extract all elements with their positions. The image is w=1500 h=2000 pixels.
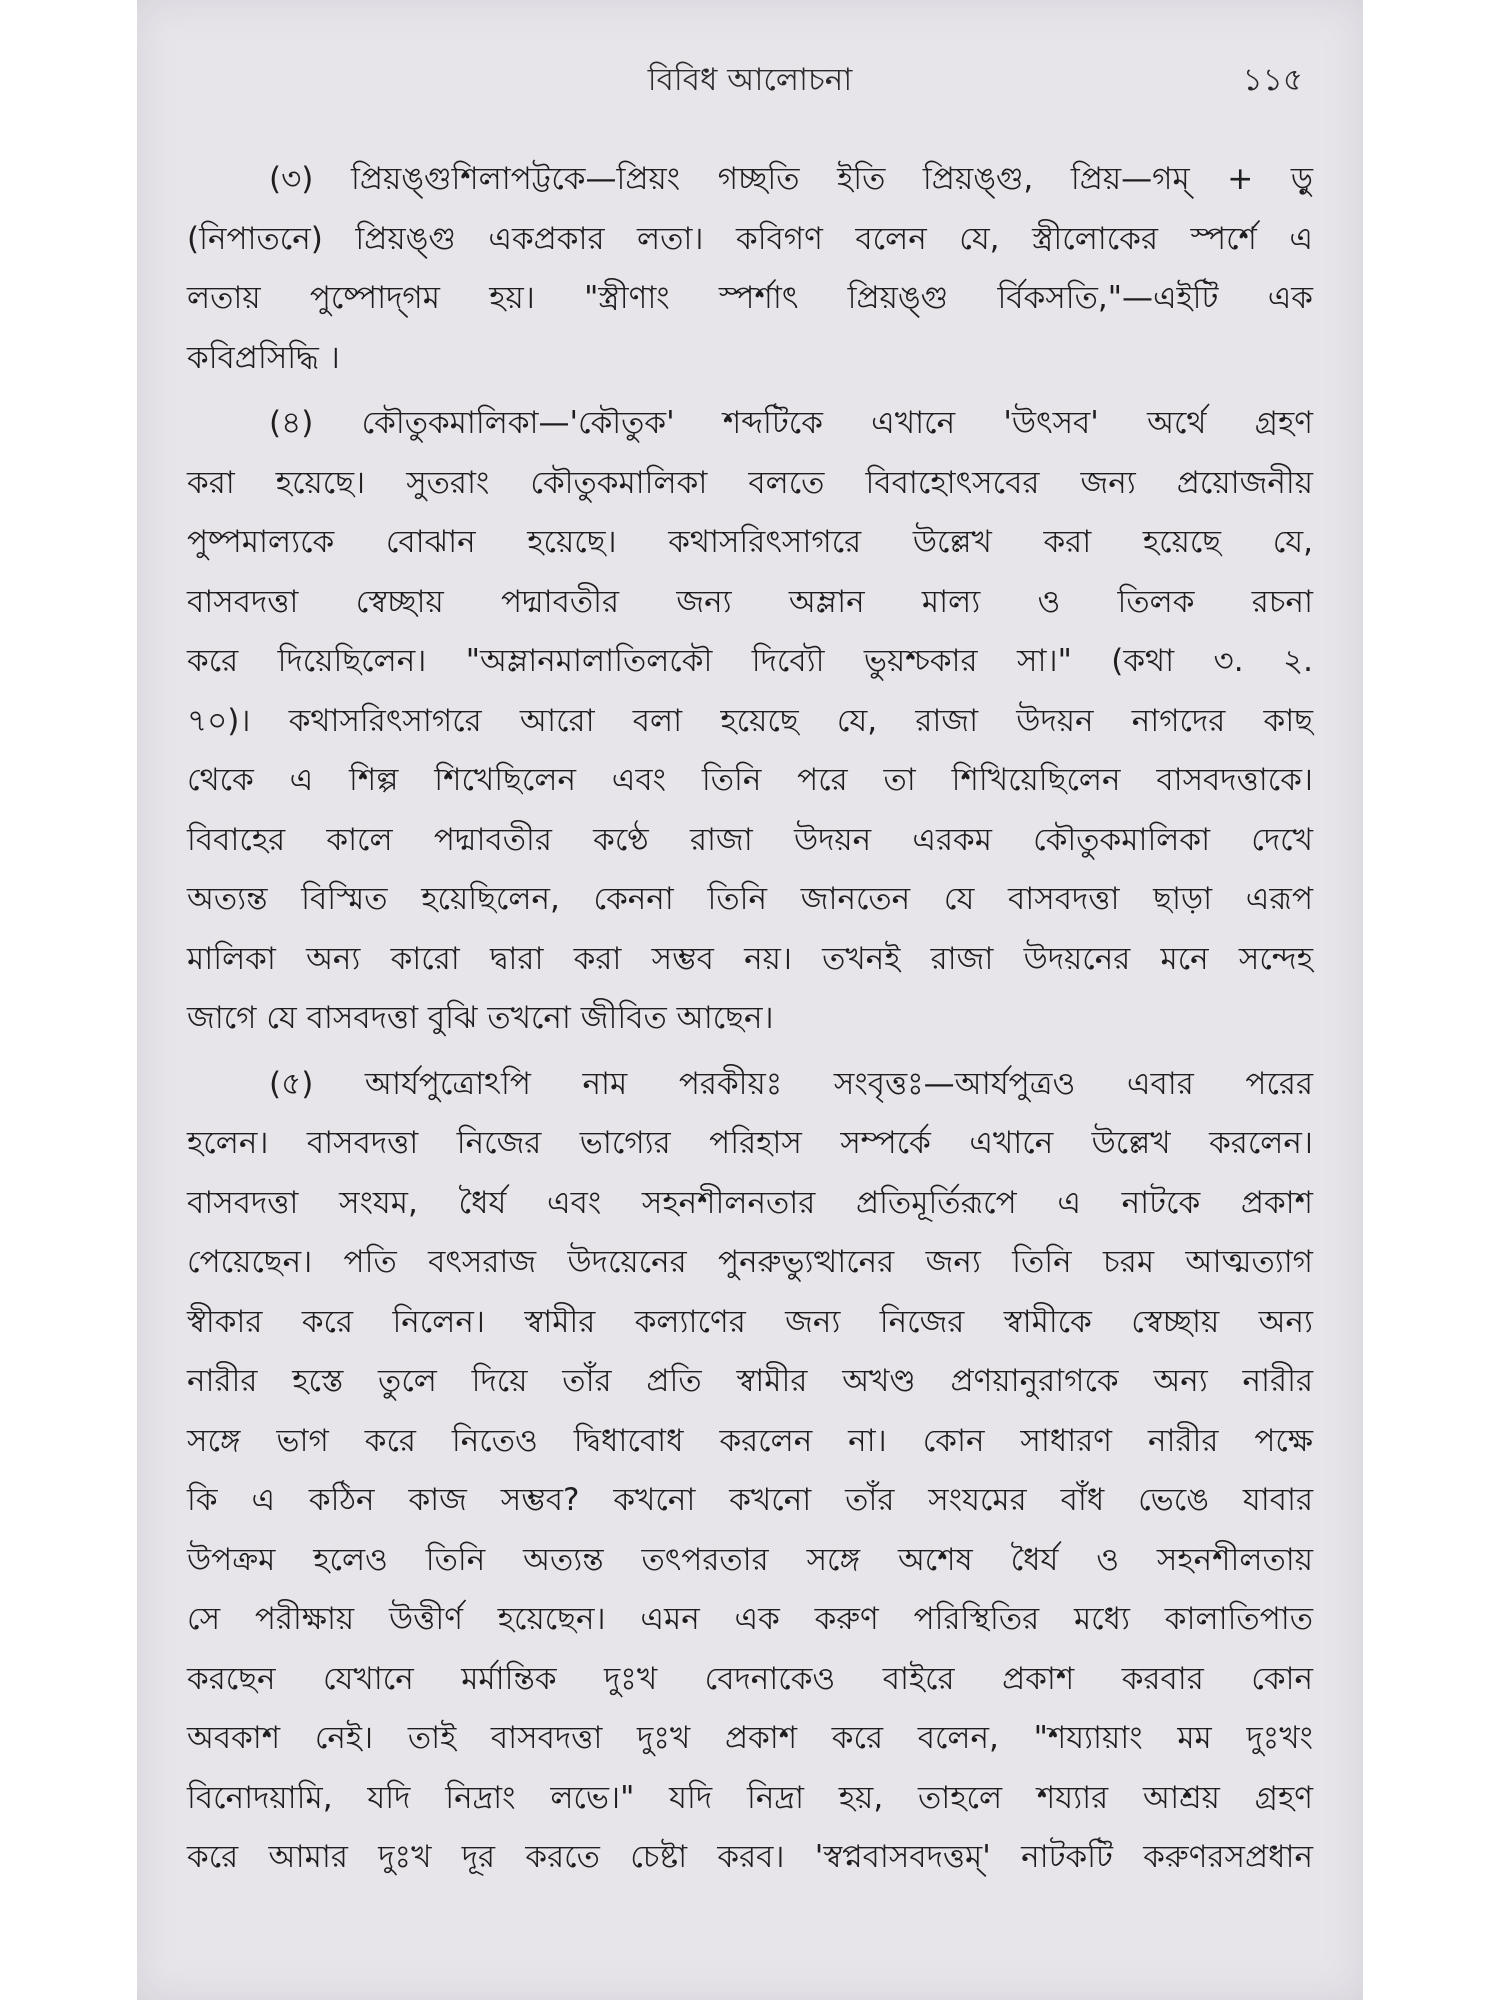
text-line: হলেন। বাসবদত্তা নিজের ভাগ্যের পরিহাস সম্পর্কে এখানে উল্লেখ করলেন। — [187, 1125, 1313, 1161]
header-title: বিবিধ আলোচনা — [647, 62, 853, 98]
text-line: স্বীকার করে নিলেন। স্বামীর কল্যাণের জন্য নিজের স্বামীকে স্বেচ্ছায় অন্য — [187, 1303, 1313, 1340]
text-line: (৫) আর্যপুত্রোঽপি নাম পরকীয়ঃ সংবৃত্তঃ—আর্যপুত্রও এবার পরের — [269, 1065, 1313, 1102]
text-line: বিবাহের কালে পদ্মাবতীর কণ্ঠে রাজা উদয়ন এরকম কৌতুকমালিকা দেখে — [187, 821, 1313, 858]
running-header — [137, 55, 1363, 105]
text-line: ৭০)। কথাসরিৎসাগরে আরো বলা হয়েছে যে, রাজা উদয়ন নাগদের কাছ — [187, 702, 1313, 739]
text-line: (৩) প্রিয়ঙ্গুশিলাপট্টকে—প্রিয়ং গচ্ছতি ইতি প্রিয়ঙ্গু, প্রিয়—গম্ + ড়ু — [269, 161, 1313, 197]
text-line: সঙ্গে ভাগ করে নিতেও দ্বিধাবোধ করলেন না। কোন সাধারণ নারীর পক্ষে — [187, 1422, 1313, 1459]
text-line: উপক্রম হলেও তিনি অত্যন্ত তৎপরতার সঙ্গে অশেষ ধৈর্য ও সহনশীলতায় — [187, 1541, 1313, 1578]
text-line: করা হয়েছে। সুতরাং কৌতুকমালিকা বলতে বিবাহোৎসবের জন্য প্রয়োজনীয় — [187, 464, 1313, 501]
text-body — [187, 150, 1313, 1894]
text-line: করে আমার দুঃখ দূর করতে চেষ্টা করব। 'স্বপ্নবাসবদত্তম্' নাটকটি করুণরসপ্রধান — [187, 1839, 1313, 1875]
text-line: অত্যন্ত বিস্মিত হয়েছিলেন, কেননা তিনি জানতেন যে বাসবদত্তা ছাড়া এরূপ — [187, 881, 1313, 917]
text-line: কবিপ্রসিদ্ধি । — [187, 339, 340, 376]
text-line: সে পরীক্ষায় উত্তীর্ণ হয়েছেন। এমন এক করুণ পরিস্থিতির মধ্যে কালাতিপাত — [187, 1601, 1313, 1637]
paragraph-4 — [187, 394, 1313, 1049]
text-line: পুষ্পমাল্যকে বোঝান হয়েছে। কথাসরিৎসাগরে উল্লেখ করা হয়েছে যে, — [187, 524, 1313, 560]
text-line: (৪) কৌতুকমালিকা—'কৌতুক' শব্দটিকে এখানে 'উৎসব' অর্থে গ্রহণ — [269, 405, 1313, 441]
paragraph-3 — [187, 150, 1313, 388]
text-line: করছেন যেখানে মর্মান্তিক দুঃখ বেদনাকেও বাইরে প্রকাশ করবার কোন — [187, 1660, 1313, 1697]
text-line: (নিপাতনে) প্রিয়ঙ্গু একপ্রকার লতা। কবিগণ বলেন যে, স্ত্রীলোকের স্পর্শে এ — [187, 220, 1313, 257]
text-line: অবকাশ নেই। তাই বাসবদত্তা দুঃখ প্রকাশ করে বলেন, "শয্যায়াং মম দুঃখং — [187, 1720, 1313, 1756]
text-line: বাসবদত্তা স্বেচ্ছায় পদ্মাবতীর জন্য অম্লান মাল্য ও তিলক রচনা — [187, 583, 1313, 620]
text-line: করে দিয়েছিলেন। "অম্লানমালাতিলকৌ দিব্যৌ ভুয়শ্চকার সা।" (কথা ৩. ২. — [187, 643, 1313, 679]
page-number: ১১৫ — [1242, 62, 1303, 98]
text-line: লতায় পুষ্পোদ্‌গম হয়। "স্ত্রীণাং স্পর্শাৎ প্রিয়ঙ্গু র্বিকসতি,"—এইটি এক — [187, 280, 1313, 316]
text-line: নারীর হস্তে তুলে দিয়ে তাঁর প্রতি স্বামীর অখণ্ড প্রণয়ানুরাগকে অন্য নারীর — [187, 1363, 1313, 1399]
book-page — [137, 0, 1363, 2000]
text-line: বাসবদত্তা সংযম, ধৈর্য এবং সহনশীলনতার প্রতিমূর্তিরূপে এ নাটকে প্রকাশ — [187, 1184, 1313, 1221]
text-line: মালিকা অন্য কারো দ্বারা করা সম্ভব নয়। তখনই রাজা উদয়নের মনে সন্দেহ — [187, 940, 1313, 977]
text-line: জাগে যে বাসবদত্তা বুঝি তখনো জীবিত আছেন। — [187, 1000, 774, 1036]
text-line: থেকে এ শিল্প শিখেছিলেন এবং তিনি পরে তা শিখিয়েছিলেন বাসবদত্তাকে। — [187, 762, 1313, 798]
text-line: বিনোদয়ামি, যদি নিদ্রাং লভে।" যদি নিদ্রা হয়, তাহলে শয্যার আশ্রয় গ্রহণ — [187, 1779, 1313, 1816]
paragraph-5 — [187, 1055, 1313, 1888]
text-line: কি এ কঠিন কাজ সম্ভব? কখনো কখনো তাঁর সংযমের বাঁধ ভেঙে যাবার — [187, 1482, 1313, 1518]
text-line: পেয়েছেন। পতি বৎসরাজ উদয়েনের পুনরুভ্যুত্থানের জন্য তিনি চরম আত্মত্যাগ — [187, 1244, 1313, 1280]
